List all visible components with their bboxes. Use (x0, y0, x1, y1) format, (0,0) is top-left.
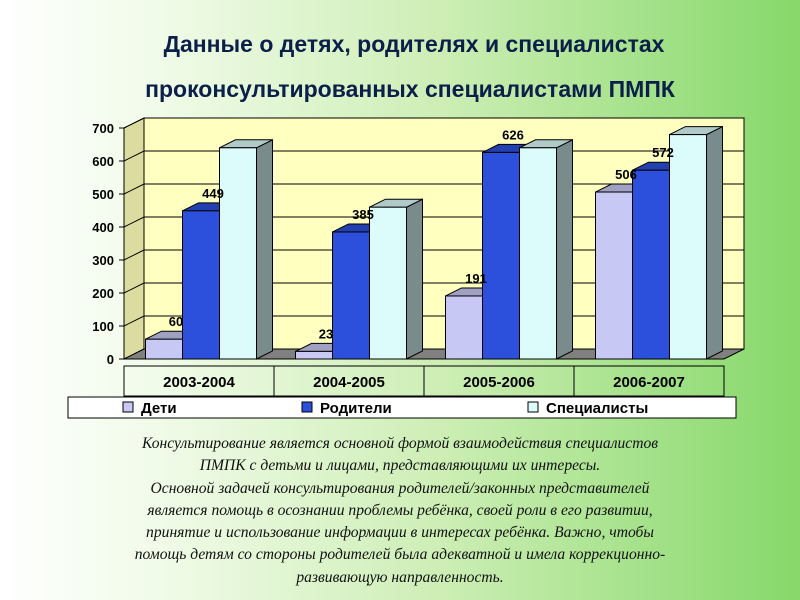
bar-side (257, 140, 273, 359)
x-axis-label: 2004-2005 (313, 374, 385, 391)
x-axis-label: 2003-2004 (163, 374, 235, 391)
data-label: 60 (168, 314, 184, 330)
description-line: Консультирование является основной формой взаимодействия специалистов (141, 435, 659, 452)
bar-front (633, 170, 670, 359)
slide-title-line-2: проконсультированных специалистами ПМПК (145, 76, 675, 102)
y-tick-label: 100 (92, 319, 114, 334)
legend-swatch (123, 402, 133, 412)
x-axis-label: 2006-2007 (613, 374, 685, 391)
bar-front (220, 148, 257, 359)
description-line: ПМПК с детьми и лицами, представляющими их интересы. (199, 457, 601, 475)
bar-front (446, 296, 483, 359)
bar-Специалисты-2003-2004 (220, 140, 273, 359)
legend-label: Родители (320, 400, 392, 417)
bar-side (707, 127, 723, 359)
data-label: 385 (352, 206, 374, 222)
x-axis-labels (124, 366, 724, 396)
bar-front (370, 207, 407, 359)
legend-label: Специалисты (546, 400, 649, 417)
bar-front (296, 351, 333, 359)
bar-front (670, 135, 707, 359)
data-label: 23 (318, 326, 334, 342)
data-label: 449 (202, 185, 224, 201)
y-tick-label: 200 (92, 286, 114, 301)
data-label: 191 (465, 270, 487, 286)
bar-front (146, 339, 183, 359)
description-text (40, 433, 760, 589)
description-line: принятие и использование информации в интересах ребёнка. Важно, чтобы (146, 524, 654, 542)
chart-side-wall (124, 118, 144, 359)
bar-Специалисты-2004-2005 (370, 199, 423, 359)
slide-title-line-1: Данные о детях, родителях и специалистах (163, 31, 665, 57)
bar-front (333, 232, 370, 359)
bar-Специалисты-2006-2007 (670, 127, 723, 359)
bar-side (407, 199, 423, 359)
data-label: 626 (502, 127, 524, 143)
y-tick-label: 400 (92, 220, 114, 235)
y-tick-label: 600 (92, 154, 114, 169)
bar-Специалисты-2005-2006 (520, 140, 573, 359)
bar-front (483, 152, 520, 359)
data-label: 572 (652, 145, 674, 161)
description-line: является помощь в осознании проблемы ребёнка, своей роли в его развитии, (147, 501, 653, 519)
y-tick-label: 500 (92, 187, 114, 202)
y-tick-label: 300 (92, 253, 114, 268)
bar-front (596, 192, 633, 359)
y-tick-label: 0 (106, 352, 114, 367)
bar-side (557, 140, 573, 359)
x-axis-label: 2005-2006 (463, 374, 535, 391)
data-label: 506 (615, 167, 637, 183)
legend-label: Дети (141, 400, 177, 417)
description-line: Основной задачей консультирования родителей/законных представителей (150, 479, 650, 497)
y-axis-ticks (92, 121, 124, 367)
description-line: помощь детям со стороны родителей была адекватной и имела коррекционно- (134, 546, 666, 564)
y-tick-label: 700 (92, 121, 114, 136)
legend-swatch (302, 402, 312, 412)
bar-front (520, 148, 557, 359)
bar-front (183, 211, 220, 359)
chart-legend (68, 397, 736, 418)
description-line: развивающую направленность. (296, 568, 504, 586)
legend-swatch (528, 402, 538, 412)
